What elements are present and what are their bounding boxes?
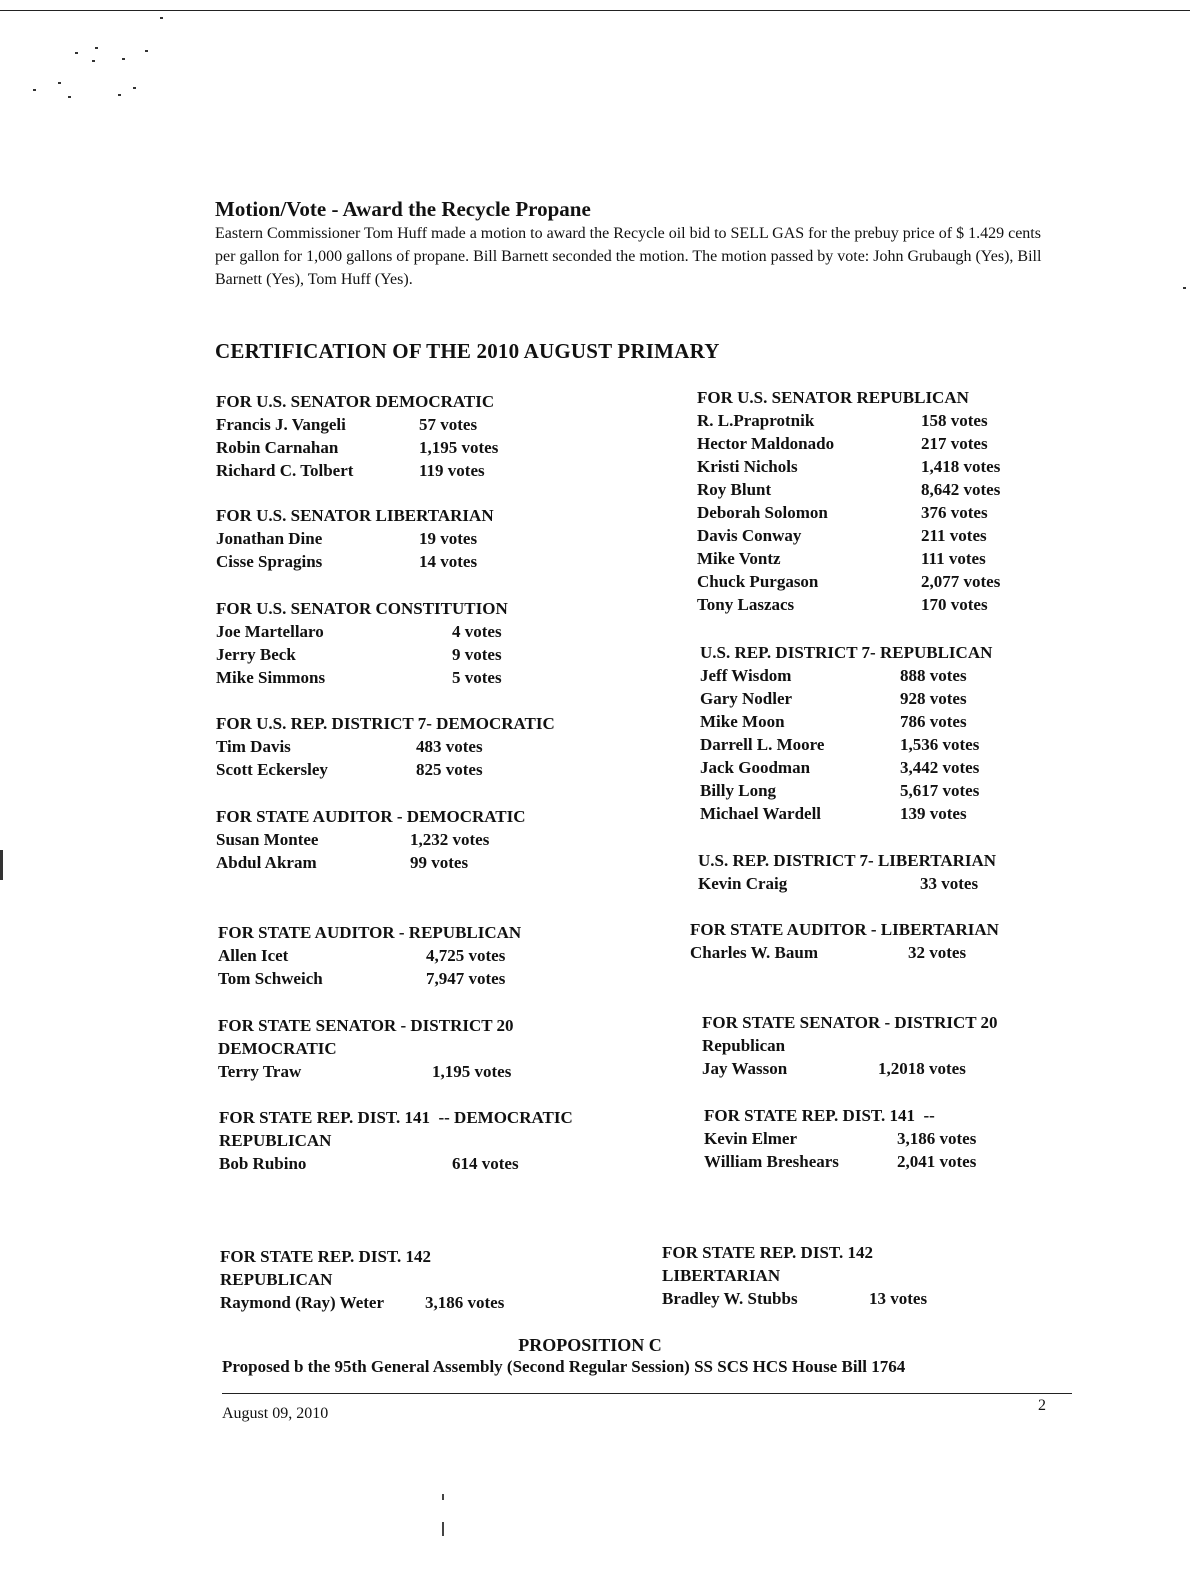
candidate-name: Deborah Solomon — [697, 503, 828, 522]
section-us-senator-democratic — [216, 390, 499, 482]
candidate-votes: 99 votes — [410, 853, 469, 872]
candidate-name: Jonathan Dine — [216, 529, 323, 548]
candidate-votes: 32 votes — [908, 943, 967, 962]
candidate-name: Mike Simmons — [216, 668, 326, 687]
candidate-name: Bob Rubino — [219, 1154, 307, 1173]
candidate-name: Chuck Purgason — [697, 572, 819, 591]
candidate-votes: 111 votes — [921, 549, 986, 568]
candidate-name: Gary Nodler — [700, 689, 793, 708]
candidate-row — [697, 409, 988, 432]
candidate-votes: 3,186 votes — [425, 1293, 505, 1312]
section-us-rep-district7-libertarian — [698, 849, 996, 895]
candidate-row — [700, 756, 992, 779]
candidate-name: Charles W. Baum — [690, 943, 818, 962]
page-number: 2 — [1038, 1397, 1046, 1414]
candidate-name: Francis J. Vangeli — [216, 415, 346, 434]
candidate-row — [700, 710, 992, 733]
section-state-auditor-democratic — [216, 805, 526, 874]
candidate-votes: 1,232 votes — [410, 830, 490, 849]
candidate-votes: 57 votes — [419, 415, 478, 434]
candidate-votes: 1,536 votes — [900, 735, 980, 754]
candidate-row — [216, 413, 494, 436]
candidate-row — [218, 967, 521, 990]
candidate-name: Tony Laszacs — [697, 595, 795, 614]
section-heading: FOR STATE SENATOR - DISTRICT 20 DEMOCRATIC — [218, 1016, 514, 1058]
candidate-votes: 170 votes — [921, 595, 988, 614]
candidate-row — [216, 459, 494, 482]
candidate-votes: 2,077 votes — [921, 572, 1001, 591]
section-heading: FOR STATE REP. DIST. 141 -- — [704, 1106, 935, 1125]
scan-margin-mark — [0, 850, 3, 880]
candidate-name: Abdul Akram — [216, 853, 317, 872]
candidate-name: Richard C. Tolbert — [216, 461, 354, 480]
candidate-row — [216, 666, 508, 689]
section-heading: FOR STATE SENATOR - DISTRICT 20 Republican — [702, 1013, 998, 1055]
footer-rule — [222, 1393, 1072, 1394]
section-heading: FOR STATE REP. DIST. 142 REPUBLICAN — [220, 1247, 431, 1289]
candidate-row — [220, 1291, 505, 1314]
section-heading: U.S. REP. DISTRICT 7- LIBERTARIAN — [698, 851, 997, 870]
section-state-rep-141-democratic — [219, 1106, 573, 1175]
section-heading: FOR STATE REP. DIST. 142 LIBERTARIAN — [662, 1243, 873, 1285]
candidate-name: Michael Wardell — [700, 804, 822, 823]
footer-date: August 09, 2010 — [222, 1405, 329, 1422]
candidate-row — [704, 1127, 977, 1150]
section-state-auditor-libertarian — [690, 918, 999, 964]
candidate-name: Jack Goodman — [700, 758, 811, 777]
candidate-name: Bradley W. Stubbs — [662, 1289, 798, 1308]
candidate-name: Raymond (Ray) Weter — [220, 1293, 384, 1312]
candidate-row — [216, 620, 508, 643]
candidate-votes: 217 votes — [921, 434, 988, 453]
proposition-title: PROPOSITION C — [518, 1335, 662, 1355]
candidate-row — [697, 547, 986, 570]
section-state-rep-141-republican — [704, 1104, 977, 1173]
candidate-votes: 211 votes — [921, 526, 987, 545]
candidate-row — [216, 828, 526, 851]
candidate-row — [216, 758, 555, 781]
section-us-senator-constitution — [216, 597, 508, 689]
candidate-name: Roy Blunt — [697, 480, 772, 499]
candidate-name: Mike Vontz — [697, 549, 781, 568]
section-heading: FOR U.S. REP. DISTRICT 7- DEMOCRATIC — [216, 714, 555, 733]
candidate-votes: 3,442 votes — [900, 758, 980, 777]
section-heading: FOR U.S. SENATOR REPUBLICAN — [697, 388, 969, 407]
candidate-votes: 4,725 votes — [426, 946, 506, 965]
section-heading: FOR STATE AUDITOR - DEMOCRATIC — [216, 807, 526, 826]
candidate-row — [700, 687, 992, 710]
candidate-votes: 928 votes — [900, 689, 967, 708]
candidate-name: Joe Martellaro — [216, 622, 324, 641]
candidate-votes: 119 votes — [419, 461, 485, 480]
section-heading: FOR U.S. SENATOR CONSTITUTION — [216, 599, 508, 618]
candidate-row — [216, 550, 494, 573]
candidate-name: Susan Montee — [216, 830, 319, 849]
candidate-name: Kristi Nichols — [697, 457, 798, 476]
section-state-senator-district20-democratic — [218, 1014, 514, 1083]
candidate-name: Jerry Beck — [216, 645, 296, 664]
proposition-text: Proposed b the 95th General Assembly (Second Regular Session) SS SCS HCS House Bill 1764 — [222, 1357, 906, 1376]
section-us-senator-libertarian — [216, 504, 494, 573]
candidate-row — [697, 432, 988, 455]
section-heading: FOR STATE AUDITOR - REPUBLICAN — [218, 923, 522, 942]
section-heading: FOR U.S. SENATOR DEMOCRATIC — [216, 392, 495, 411]
motion-text: Eastern Commissioner Tom Huff made a motion to award the Recycle oil bid to SELL GAS for the prebuy price of $ 1.429 cents per gallon for 1,000 gallons of propane. Bill Barnett seconded the motion. The motion passed by vote: John Grubaugh (Yes), Bill Barnett (Yes), Tom Huff (Yes). — [215, 225, 1042, 288]
candidate-name: Darrell L. Moore — [700, 735, 825, 754]
candidate-votes: 1,195 votes — [419, 438, 499, 457]
candidate-votes: 786 votes — [900, 712, 967, 731]
candidate-row — [697, 455, 1001, 478]
candidate-votes: 3,186 votes — [897, 1129, 977, 1148]
section-us-rep-district7-republican — [700, 641, 992, 825]
candidate-name: Kevin Craig — [698, 874, 788, 893]
section-heading: FOR STATE AUDITOR - LIBERTARIAN — [690, 920, 999, 939]
candidate-row — [702, 1057, 998, 1080]
section-us-rep-district7-democratic — [216, 712, 555, 781]
candidate-row — [698, 872, 996, 895]
candidate-row — [700, 664, 992, 687]
section-heading: FOR U.S. SENATOR LIBERTARIAN — [216, 506, 494, 525]
candidate-votes: 19 votes — [419, 529, 478, 548]
candidate-votes: 14 votes — [419, 552, 478, 571]
candidate-votes: 33 votes — [920, 874, 979, 893]
candidate-row — [216, 527, 494, 550]
candidate-name: Kevin Elmer — [704, 1129, 798, 1148]
candidate-name: Cisse Spragins — [216, 552, 323, 571]
candidate-votes: 13 votes — [869, 1289, 928, 1308]
section-heading: FOR STATE REP. DIST. 141 -- DEMOCRATIC REPUBLICAN — [219, 1108, 573, 1150]
candidate-votes: 376 votes — [921, 503, 988, 522]
candidate-name: Tim Davis — [216, 737, 291, 756]
candidate-name: Mike Moon — [700, 712, 785, 731]
candidate-row — [216, 436, 499, 459]
section-state-senator-district20-republican — [702, 1011, 998, 1080]
candidate-votes: 1,2018 votes — [878, 1059, 966, 1078]
candidate-name: William Breshears — [704, 1152, 839, 1171]
candidate-row — [216, 851, 526, 874]
candidate-row — [697, 570, 1001, 593]
candidate-name: Tom Schweich — [218, 969, 323, 988]
candidate-name: Allen Icet — [218, 946, 289, 965]
candidate-row — [216, 735, 555, 758]
candidate-name: Scott Eckersley — [216, 760, 328, 779]
candidate-votes: 2,041 votes — [897, 1152, 977, 1171]
candidate-votes: 7,947 votes — [426, 969, 506, 988]
section-state-auditor-republican — [218, 921, 521, 990]
motion-title: Motion/Vote - Award the Recycle Propane — [215, 197, 591, 221]
candidate-row — [662, 1287, 928, 1310]
candidate-row — [697, 593, 988, 616]
candidate-votes: 483 votes — [416, 737, 483, 756]
candidate-name: Terry Traw — [218, 1062, 302, 1081]
candidate-votes: 825 votes — [416, 760, 483, 779]
candidate-votes: 4 votes — [452, 622, 502, 641]
candidate-name: Davis Conway — [697, 526, 802, 545]
candidate-row — [697, 501, 988, 524]
candidate-votes: 1,195 votes — [432, 1062, 512, 1081]
candidate-name: Jeff Wisdom — [700, 666, 792, 685]
candidate-row — [697, 478, 1001, 501]
candidate-row — [219, 1152, 573, 1175]
candidate-name: Billy Long — [700, 781, 777, 800]
section-state-rep-142-libertarian — [662, 1241, 928, 1310]
top-rule — [0, 10, 1190, 11]
candidate-votes: 888 votes — [900, 666, 967, 685]
candidate-name: R. L.Praprotnik — [697, 411, 815, 430]
candidate-name: Hector Maldonado — [697, 434, 835, 453]
candidate-votes: 5,617 votes — [900, 781, 980, 800]
candidate-votes: 614 votes — [452, 1154, 519, 1173]
candidate-row — [218, 944, 521, 967]
candidate-votes: 8,642 votes — [921, 480, 1001, 499]
section-heading: U.S. REP. DISTRICT 7- REPUBLICAN — [700, 643, 993, 662]
candidate-votes: 9 votes — [452, 645, 502, 664]
section-state-rep-142-republican — [220, 1245, 505, 1314]
candidate-row — [218, 1060, 514, 1083]
candidate-votes: 139 votes — [900, 804, 967, 823]
section-us-senator-republican — [697, 386, 1001, 616]
candidate-row — [700, 802, 992, 825]
candidate-votes: 5 votes — [452, 668, 502, 687]
certification-title: CERTIFICATION OF THE 2010 AUGUST PRIMARY — [215, 339, 720, 363]
candidate-votes: 1,418 votes — [921, 457, 1001, 476]
candidate-name: Robin Carnahan — [216, 438, 339, 457]
candidate-row — [700, 733, 992, 756]
candidate-row — [697, 524, 987, 547]
candidate-votes: 158 votes — [921, 411, 988, 430]
candidate-row — [690, 941, 999, 964]
candidate-row — [704, 1150, 977, 1173]
candidate-name: Jay Wasson — [702, 1059, 788, 1078]
candidate-row — [700, 779, 992, 802]
candidate-row — [216, 643, 508, 666]
